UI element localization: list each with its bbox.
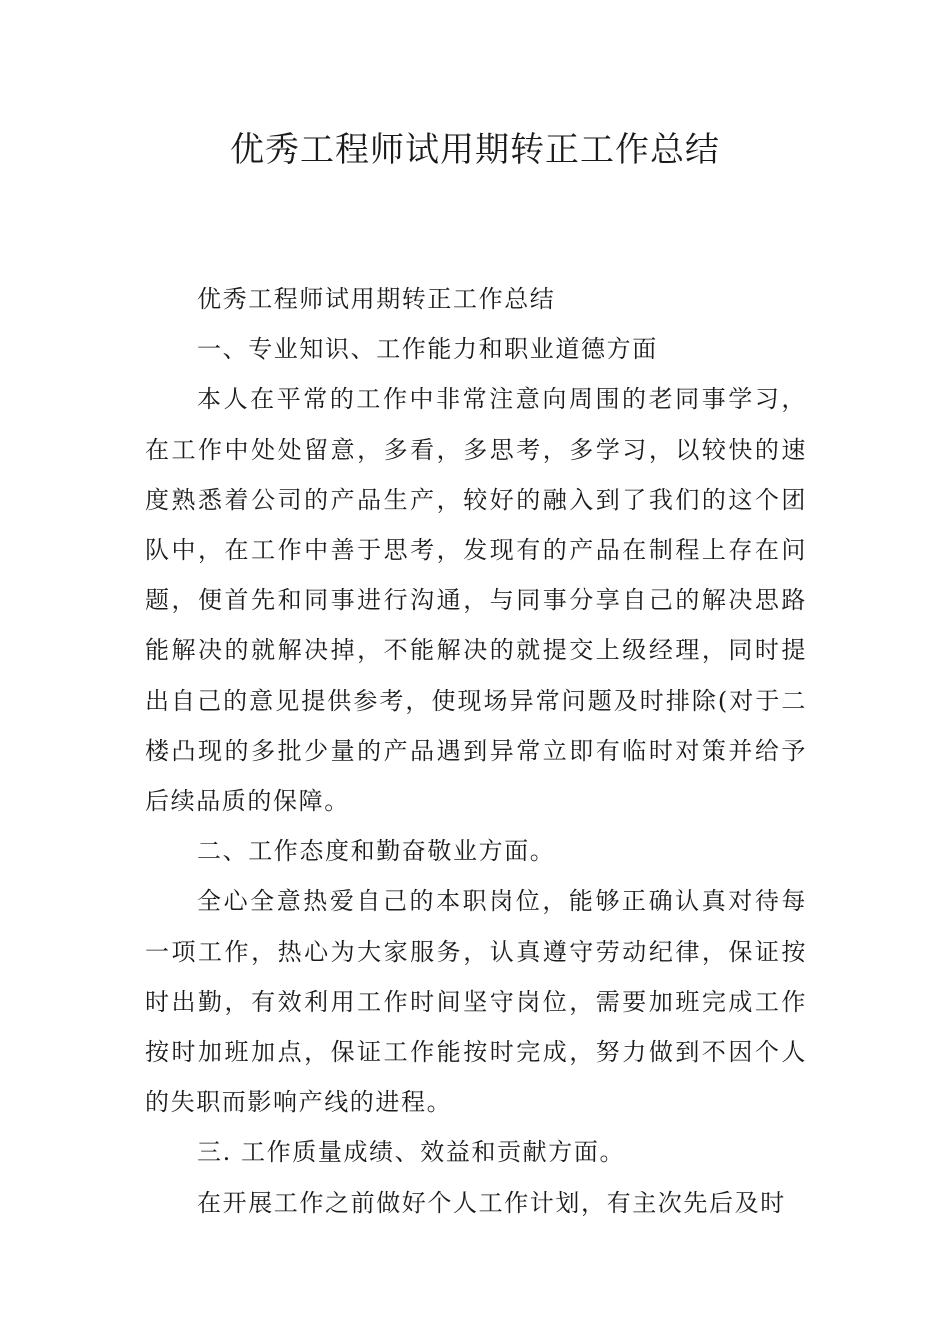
document-body [145, 274, 807, 1228]
paragraph-subtitle: 优秀工程师试用期转正工作总结 [197, 285, 556, 313]
paragraph-section-3: 在开展工作之前做好个人工作计划，有主次先后及时 [197, 1188, 786, 1217]
paragraph-section-2: 全心全意热爱自己的本职岗位，能够正确认真对待每一项工作，热心为大家服务，认真遵守劳动纪律，保证按时出勤，有效利用工作时间坚守岗位，需要加班完成工作按时加班加点，保证工作能按时完成，努力做到不因个人的失职而影响产线的进程。 [145, 887, 807, 1117]
paragraph-section-1: 本人在平常的工作中非常注意向周围的老同事学习，在工作中处处留意，多看，多思考，多学习，以较快的速度熟悉着公司的产品生产，较好的融入到了我们的这个团队中，在工作中善于思考，发现有的产品在制程上存在问题，便首先和同事进行沟通，与同事分享自己的解决思路能解决的就解决掉，不能解决的就提交上级经理，同时提出自己的意见提供参考，使现场异常问题及时排除(对于二楼凸现的多批少量的产品遇到异常立即有临时对策并给予后续品质的保障。 [145, 385, 807, 816]
section-heading-2: 二、工作态度和勤奋敬业方面。 [197, 837, 556, 866]
section-heading-1: 一、专业知识、工作能力和职业道德方面 [197, 335, 658, 364]
section-heading-3: 三. 工作质量成绩、效益和贡献方面。 [197, 1138, 626, 1167]
document-title: 优秀工程师试用期转正工作总结 [230, 130, 720, 170]
